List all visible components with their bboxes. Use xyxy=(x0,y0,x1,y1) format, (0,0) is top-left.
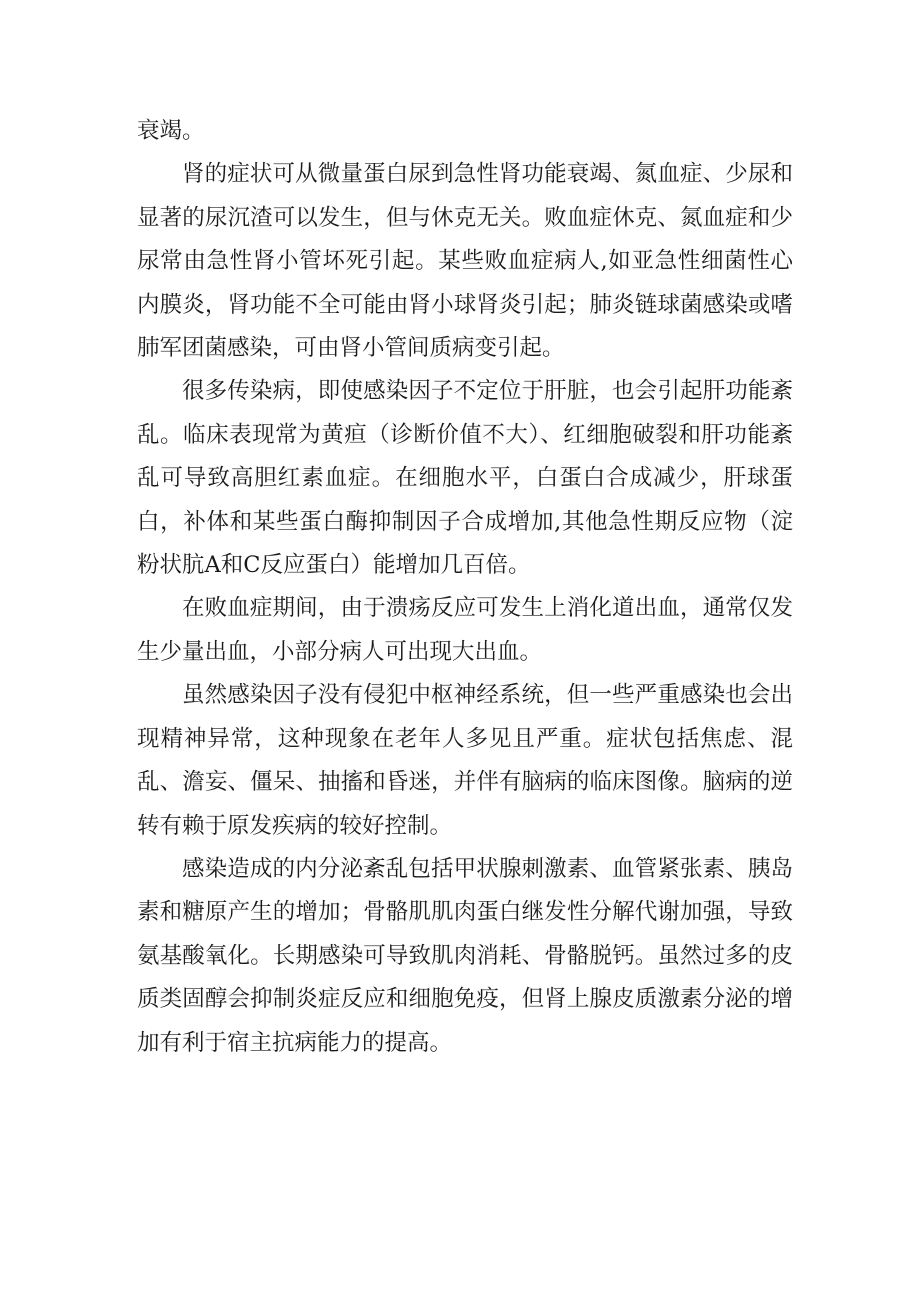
paragraph-renal-symptoms: 肾的症状可从微量蛋白尿到急性肾功能衰竭、氮血症、少尿和显著的尿沉渣可以发生，但与休克无关。败血症休克、氮血症和少尿常由急性肾小管坏死引起。某些败血症病人,如亚急性细菌性心内膜炎，肾功能不全可能由肾小球肾炎引起；肺炎链球菌感染或嗜肺军团菌感染，可由肾小管间质病变引起。 xyxy=(137,161,793,362)
paragraph-liver-dysfunction: 很多传染病，即使感染因子不定位于肝脏，也会引起肝功能紊乱。临床表现常为黄疸（诊断价值不大）、红细胞破裂和肝功能紊乱可导致高胆红素血症。在细胞水平，白蛋白合成减少，肝球蛋白，补体和某些蛋白酶抑制因子合成增加,其他急性期反应物（淀粉状肮A和C反应蛋白）能增加几百倍。 xyxy=(137,378,793,579)
paragraph-mental-changes: 虽然感染因子没有侵犯中枢神经系统，但一些严重感染也会出现精神异常，这种现象在老年人多见且严重。症状包括焦虑、混乱、澹妄、僵呆、抽搐和昏迷，并伴有脑病的临床图像。脑病的逆转有赖于原发疾病的较好控制。 xyxy=(137,682,793,839)
paragraph-gi-bleeding: 在败血症期间，由于溃疡反应可发生上消化道出血，通常仅发生少量出血，小部分病人可出现大出血。 xyxy=(137,595,793,665)
paragraph-continuation: 衰竭。 xyxy=(137,118,205,144)
paragraph-endocrine-changes: 感染造成的内分泌紊乱包括甲状腺刺激素、血管紧张素、胰岛素和糖原产生的增加；骨骼肌肌肉蛋白继发性分解代谢加强，导致氨基酸氧化。长期感染可导致肌肉消耗、骨骼脱钙。虽然过多的皮质类固醇会抑制炎症反应和细胞免疫，但肾上腺皮质激素分泌的增加有利于宿主抗病能力的提高。 xyxy=(137,855,793,1056)
document-body xyxy=(137,110,793,1065)
